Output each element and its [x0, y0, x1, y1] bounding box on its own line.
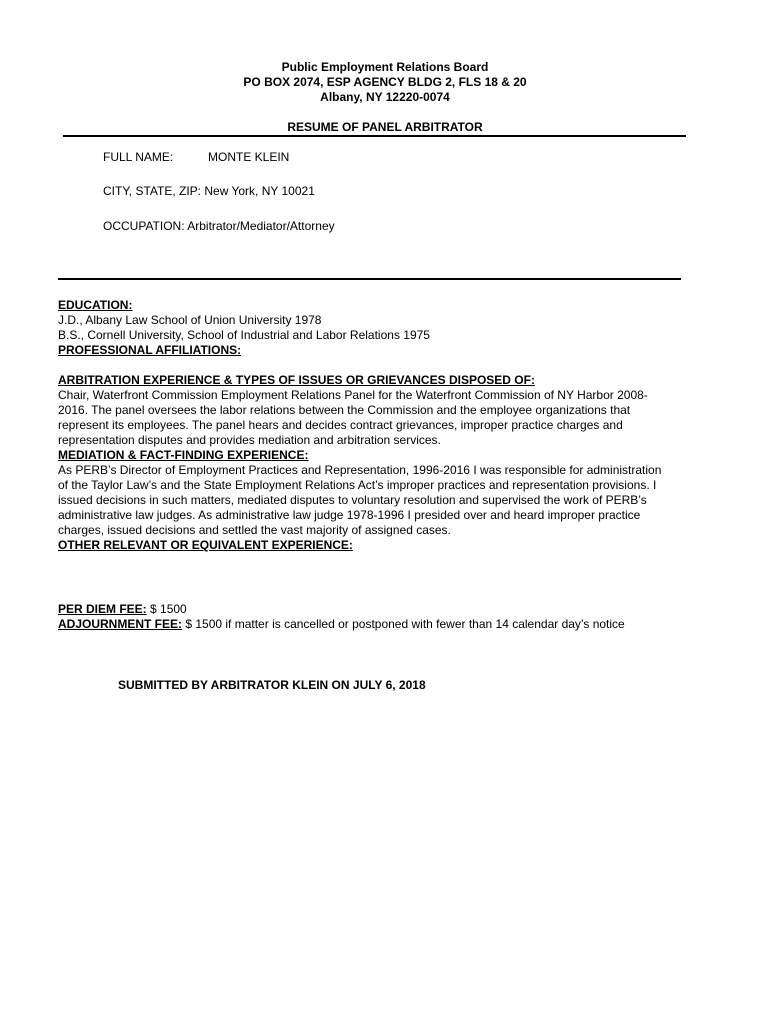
- mediation-text-line: of the Taylor Law’s and the State Employment Relations Act’s improper practices and representation provisions. I: [58, 478, 657, 492]
- document-title: RESUME OF PANEL ARBITRATOR: [287, 120, 483, 134]
- mediation-heading: MEDIATION & FACT-FINDING EXPERIENCE:: [58, 448, 309, 462]
- org-name: Public Employment Relations Board: [281, 60, 489, 74]
- per-diem-fee: [58, 602, 187, 617]
- per-diem-fee-value: $ 1500: [146, 602, 187, 616]
- fields-divider: [58, 278, 681, 280]
- arbitration-text-line: 2016. The panel oversees the labor relations between the Commission and the employee organizations that: [58, 403, 631, 417]
- education-item: B.S., Cornell University, School of Industrial and Labor Relations 1975: [58, 328, 430, 342]
- occupation: OCCUPATION: Arbitrator/Mediator/Attorney: [103, 219, 335, 233]
- adjournment-fee: [58, 617, 625, 632]
- education-item: J.D., Albany Law School of Union University 1978: [58, 313, 322, 327]
- city-state-zip: CITY, STATE, ZIP: New York, NY 10021: [103, 184, 315, 198]
- spacer: [58, 358, 698, 373]
- arbitration-heading: ARBITRATION EXPERIENCE & TYPES OF ISSUES OR GRIEVANCES DISPOSED OF:: [58, 373, 535, 387]
- education-heading: EDUCATION:: [58, 298, 133, 312]
- adjournment-fee-value: $ 1500 if matter is cancelled or postponed with fewer than 14 calendar day’s notice: [182, 617, 625, 631]
- arbitration-text-line: representation disputes and provides mediation and arbitration services.: [58, 433, 441, 447]
- full-name-value: MONTE KLEIN: [208, 150, 290, 164]
- arbitration-text-line: Chair, Waterfront Commission Employment Relations Panel for the Waterfront Commission of NY Harbor 2008-: [58, 388, 648, 402]
- affiliations-heading: PROFESSIONAL AFFILIATIONS:: [58, 343, 242, 357]
- title-divider: [63, 135, 686, 137]
- mediation-text-line: As PERB’s Director of Employment Practices and Representation, 1996-2016 I was responsible for administration: [58, 463, 662, 477]
- per-diem-fee-label: PER DIEM FEE:: [58, 602, 147, 616]
- other-experience-heading: OTHER RELEVANT OR EQUIVALENT EXPERIENCE:: [58, 538, 353, 552]
- mediation-text-line: charges, issued decisions and settled the vast majority of assigned cases.: [58, 523, 451, 537]
- org-city: Albany, NY 12220-0074: [320, 90, 450, 104]
- mediation-text-line: administrative law judges. As administrative law judge 1978-1996 I presided over and heard improper practice: [58, 508, 641, 522]
- submission-statement: SUBMITTED BY ARBITRATOR KLEIN ON JULY 6, 2018: [118, 678, 426, 692]
- mediation-text-line: issued decisions in such matters, mediated disputes to voluntary resolution and supervised the work of PERB’s: [58, 493, 647, 507]
- org-address: PO BOX 2074, ESP AGENCY BLDG 2, FLS 18 & 20: [243, 75, 527, 89]
- resume-body: [58, 298, 698, 553]
- adjournment-fee-label: ADJOURNMENT FEE:: [58, 617, 183, 631]
- arbitration-text-line: represent its employees. The panel hears and decides contract grievances, improper practice charges and: [58, 418, 623, 432]
- full-name-label: FULL NAME:: [103, 150, 174, 164]
